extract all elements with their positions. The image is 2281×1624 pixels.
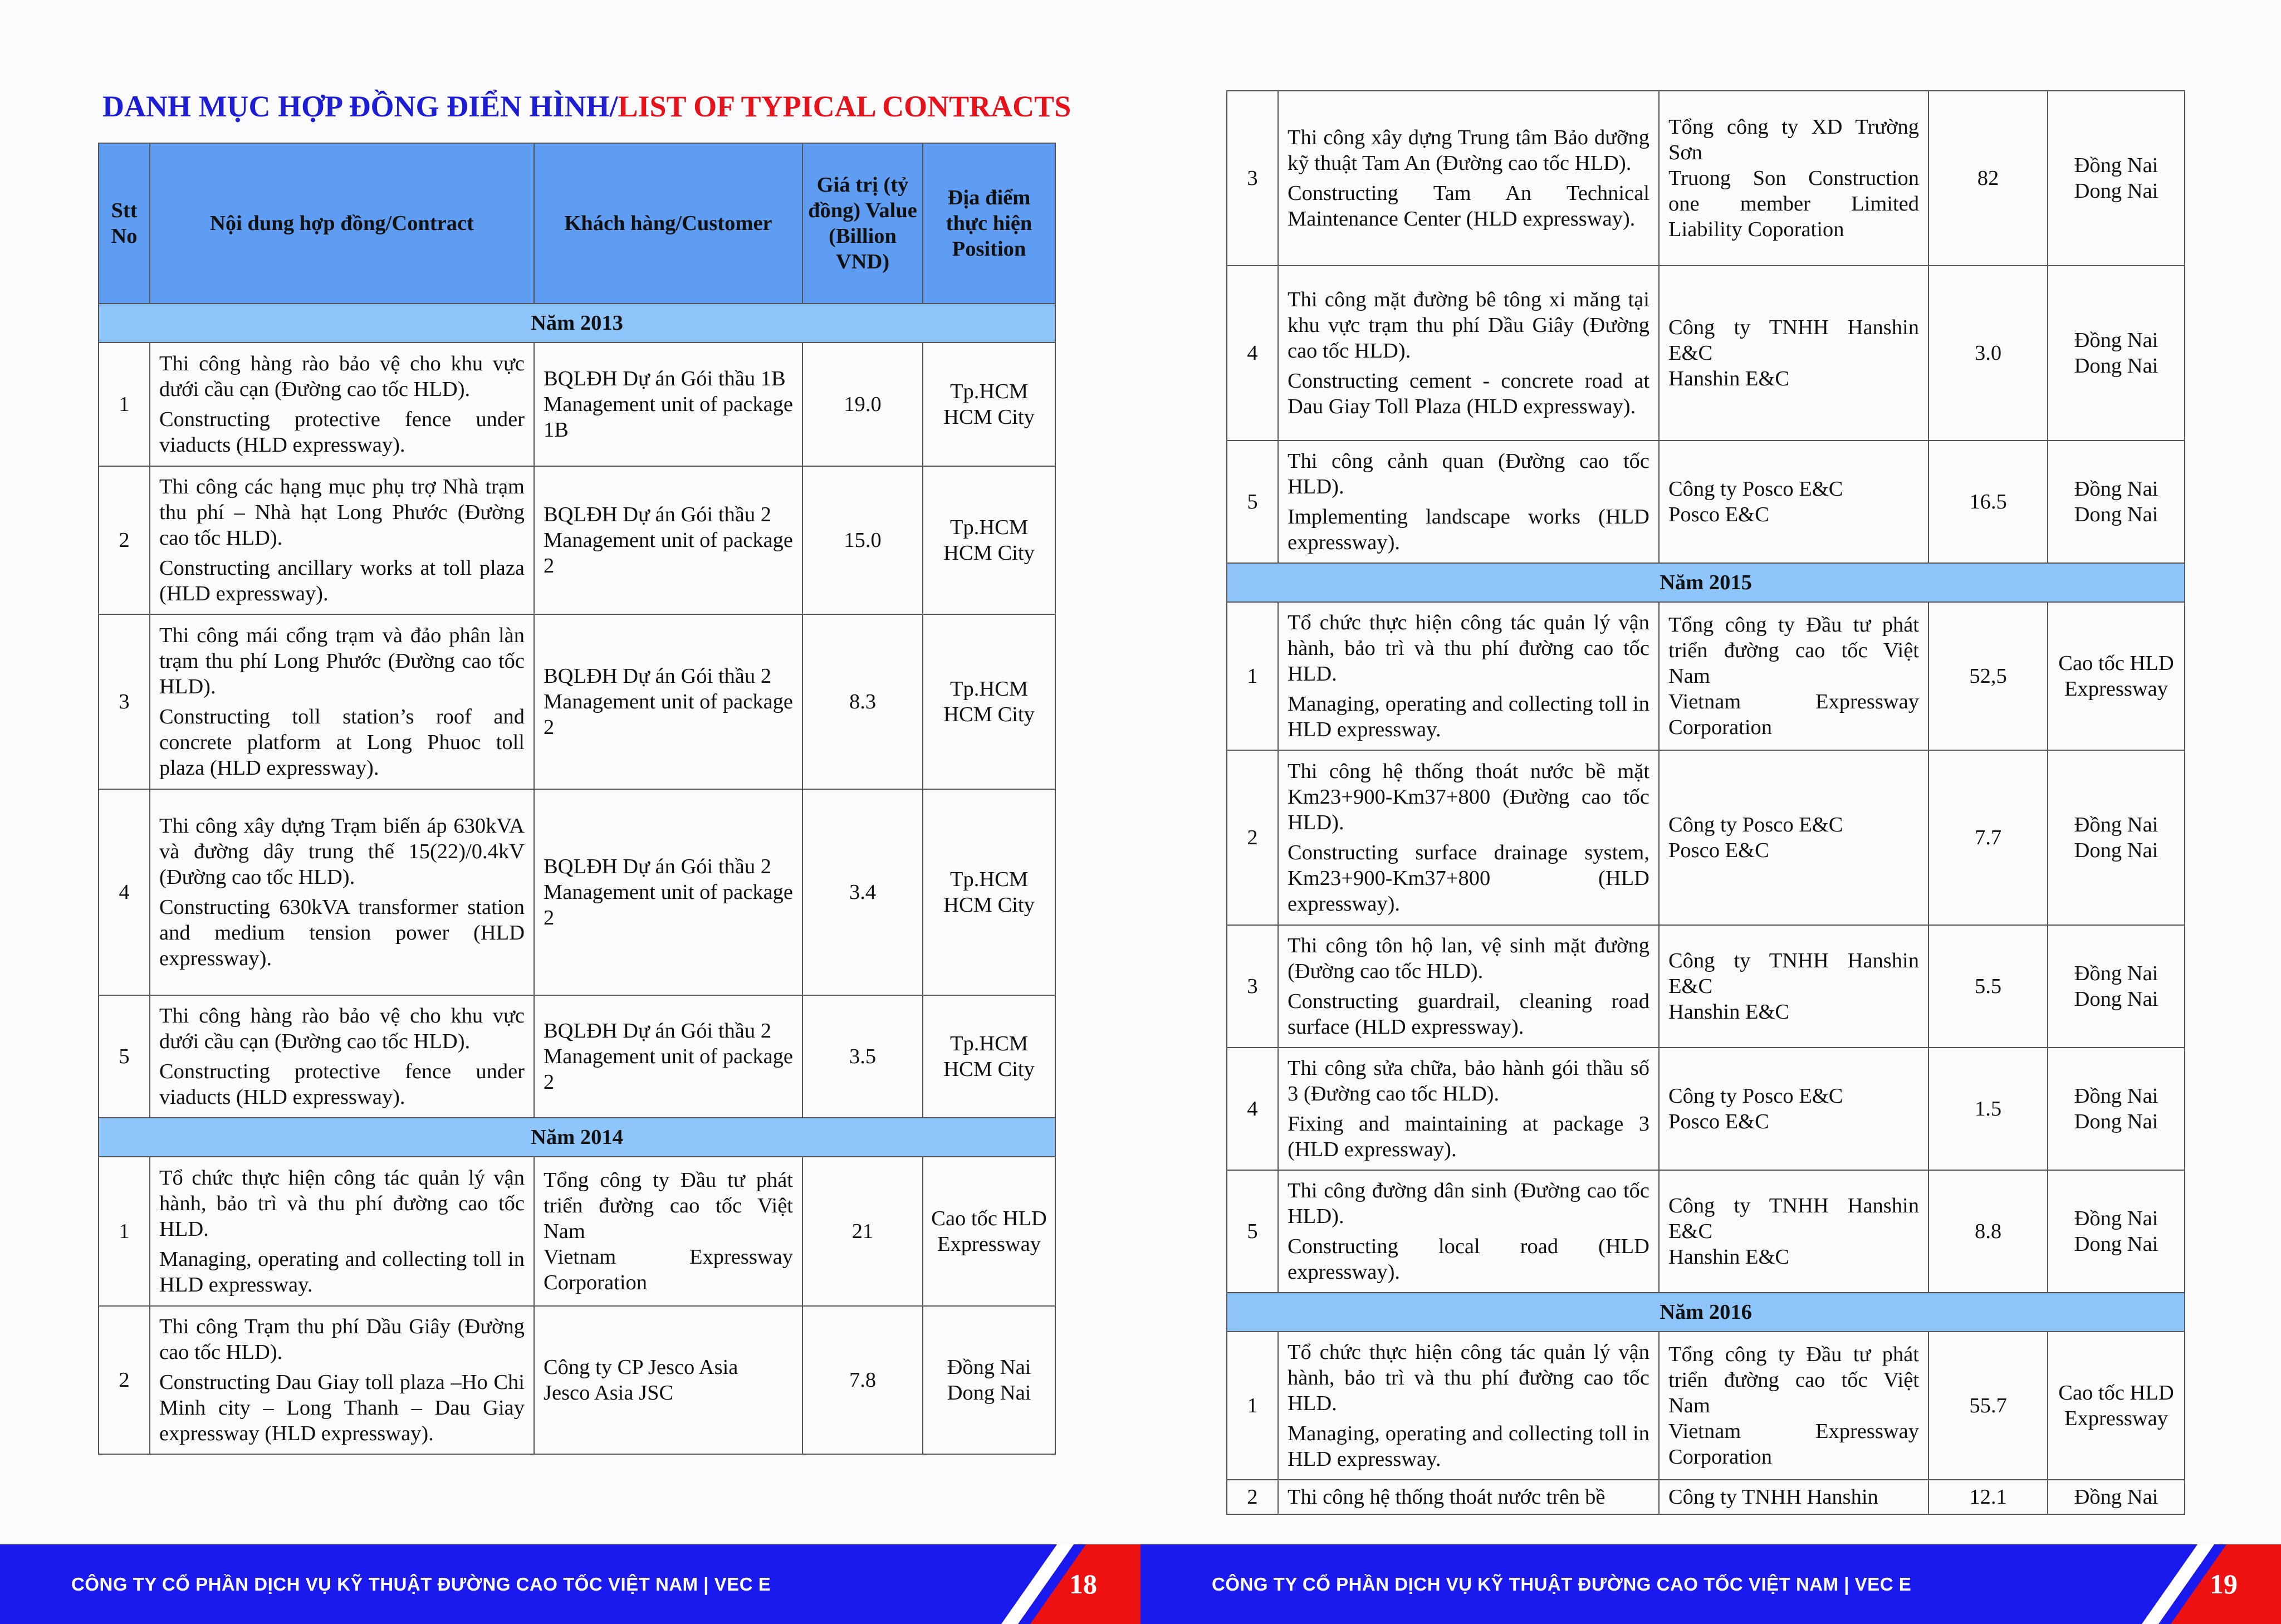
desc-en: Constructing guardrail, cleaning road surface (HLD expressway). bbox=[1288, 990, 1649, 1039]
pos-vn: Đồng Nai bbox=[2074, 154, 2158, 177]
pos-vn: Cao tốc HLD bbox=[931, 1207, 1047, 1230]
pos-en: HCM City bbox=[943, 893, 1035, 917]
table-row bbox=[1227, 1048, 2185, 1170]
year-label: Năm 2015 bbox=[1227, 563, 2185, 602]
row-value: 12.1 bbox=[1928, 1480, 2048, 1514]
header-customer: Khách hàng/Customer bbox=[534, 143, 802, 304]
row-customer bbox=[1659, 91, 1928, 266]
cust-vn: Công ty Posco E&C bbox=[1668, 477, 1843, 501]
row-stt: 2 bbox=[1227, 750, 1278, 925]
cust-en: Vietnam Expressway Corporation bbox=[1668, 690, 1919, 739]
table-row bbox=[99, 466, 1055, 614]
desc-vn: Thi công sửa chữa, bảo hành gói thầu số 3 (Đường cao tốc HLD). bbox=[1288, 1056, 1649, 1106]
desc-en: Managing, operating and collecting toll in HLD expressway. bbox=[159, 1248, 525, 1297]
pos-vn: Đồng Nai bbox=[2074, 329, 2158, 352]
header-stt: Stt No bbox=[99, 143, 150, 304]
cust-en: Management unit of package 2 bbox=[544, 881, 793, 930]
year-row bbox=[99, 304, 1055, 343]
cust-vn: Tổng công ty Đầu tư phát triển đường cao tốc Việt Nam bbox=[544, 1168, 793, 1243]
right-page bbox=[1140, 0, 2281, 1624]
row-description bbox=[1278, 441, 1659, 563]
desc-en: Constructing protective fence under viaducts (HLD expressway). bbox=[159, 408, 525, 457]
row-description bbox=[150, 1157, 534, 1306]
cust-vn: Tổng công ty Đầu tư phát triển đường cao tốc Việt Nam bbox=[1668, 613, 1919, 688]
pos-vn: Đồng Nai bbox=[2074, 962, 2158, 985]
pos-vn: Đồng Nai bbox=[2074, 1084, 2158, 1108]
header-position: Địa điểm thực hiện Position bbox=[923, 143, 1055, 304]
table-row bbox=[99, 1306, 1055, 1454]
row-position bbox=[923, 789, 1055, 995]
contracts-table-left bbox=[98, 143, 1056, 1455]
row-value: 3.0 bbox=[1928, 266, 2048, 441]
title-vn: DANH MỤC HỢP ĐỒNG ĐIỂN HÌNH/ bbox=[102, 90, 618, 123]
pos-en: Expressway bbox=[937, 1232, 1041, 1256]
row-stt: 5 bbox=[99, 995, 150, 1118]
row-description bbox=[1278, 1332, 1659, 1480]
row-stt: 2 bbox=[99, 1306, 150, 1454]
row-customer bbox=[1659, 441, 1928, 563]
page-title bbox=[102, 89, 1071, 124]
row-value: 19.0 bbox=[802, 343, 923, 466]
row-stt: 1 bbox=[1227, 1332, 1278, 1480]
desc-en: Constructing Dau Giay toll plaza –Ho Chi Minh city – Long Thanh – Dau Giay expressway (HLD expressway). bbox=[159, 1371, 525, 1445]
pos-vn: Tp.HCM bbox=[949, 1032, 1029, 1055]
pos-en: Dong Nai bbox=[2074, 987, 2158, 1011]
cust-vn: Công ty TNHH Hanshin E&C bbox=[1668, 1194, 1919, 1243]
left-page bbox=[0, 0, 1140, 1624]
row-position bbox=[2048, 1048, 2185, 1170]
table-row bbox=[1227, 1170, 2185, 1293]
row-position bbox=[2048, 602, 2185, 750]
row-value: 7.7 bbox=[1928, 750, 2048, 925]
row-stt: 3 bbox=[99, 614, 150, 789]
row-position bbox=[923, 343, 1055, 466]
row-value: 55.7 bbox=[1928, 1332, 2048, 1480]
cust-vn: Công ty TNHH Hanshin bbox=[1668, 1485, 1878, 1509]
cust-vn: BQLĐH Dự án Gói thầu 2 bbox=[544, 1019, 772, 1043]
pos-en: HCM City bbox=[943, 1058, 1035, 1081]
page-number: 19 bbox=[2210, 1568, 2238, 1599]
row-customer bbox=[1659, 266, 1928, 441]
table-row bbox=[99, 343, 1055, 466]
footer-bar-left bbox=[0, 1544, 1140, 1624]
row-stt: 3 bbox=[1227, 925, 1278, 1048]
row-description bbox=[1278, 750, 1659, 925]
row-position bbox=[2048, 750, 2185, 925]
cust-en: Vietnam Expressway Corporation bbox=[544, 1245, 793, 1294]
pos-en: HCM City bbox=[943, 405, 1035, 429]
table-row bbox=[1227, 750, 2185, 925]
row-position bbox=[923, 1306, 1055, 1454]
cust-vn: Công ty Posco E&C bbox=[1668, 813, 1843, 837]
desc-en: Constructing cement - concrete road at Dau Giay Toll Plaza (HLD expressway). bbox=[1288, 369, 1649, 418]
header-content: Nội dung hợp đồng/Contract bbox=[150, 143, 534, 304]
row-stt: 2 bbox=[99, 466, 150, 614]
row-customer bbox=[534, 995, 802, 1118]
desc-en: Constructing protective fence under viaducts (HLD expressway). bbox=[159, 1060, 525, 1109]
row-value: 82 bbox=[1928, 91, 2048, 266]
pos-en: Dong Nai bbox=[2074, 503, 2158, 526]
page-number: 18 bbox=[1069, 1568, 1097, 1599]
row-value: 16.5 bbox=[1928, 441, 2048, 563]
desc-vn: Thi công các hạng mục phụ trợ Nhà trạm thu phí – Nhà hạt Long Phước (Đường cao tốc HLD). bbox=[159, 475, 525, 550]
desc-vn: Tổ chức thực hiện công tác quản lý vận hành, bảo trì và thu phí đường cao tốc HLD. bbox=[1288, 1341, 1649, 1415]
row-stt: 4 bbox=[1227, 1048, 1278, 1170]
desc-en: Managing, operating and collecting toll in HLD expressway. bbox=[1288, 1422, 1649, 1471]
year-row bbox=[1227, 563, 2185, 602]
pos-en: Dong Nai bbox=[947, 1381, 1031, 1405]
row-description bbox=[150, 789, 534, 995]
row-stt: 1 bbox=[99, 1157, 150, 1306]
row-value: 7.8 bbox=[802, 1306, 923, 1454]
cust-vn: Công ty TNHH Hanshin E&C bbox=[1668, 949, 1919, 998]
pos-vn: Đồng Nai bbox=[947, 1356, 1031, 1379]
row-value: 52,5 bbox=[1928, 602, 2048, 750]
row-position bbox=[923, 1157, 1055, 1306]
table-row bbox=[1227, 1480, 2185, 1514]
pos-vn: Cao tốc HLD bbox=[2058, 1381, 2174, 1405]
cust-en: Posco E&C bbox=[1668, 839, 1769, 862]
year-row bbox=[99, 1118, 1055, 1157]
row-position bbox=[2048, 925, 2185, 1048]
cust-en: Posco E&C bbox=[1668, 503, 1769, 526]
table-row bbox=[1227, 441, 2185, 563]
desc-vn: Tổ chức thực hiện công tác quản lý vận hành, bảo trì và thu phí đường cao tốc HLD. bbox=[1288, 611, 1649, 686]
row-position bbox=[923, 466, 1055, 614]
row-value: 21 bbox=[802, 1157, 923, 1306]
pos-en: Expressway bbox=[2064, 1407, 2169, 1430]
pos-vn: Đồng Nai bbox=[2074, 813, 2158, 837]
cust-en: Hanshin E&C bbox=[1668, 1000, 1790, 1024]
row-customer bbox=[534, 466, 802, 614]
desc-en: Implementing landscape works (HLD expressway). bbox=[1288, 505, 1649, 554]
pos-en: Dong Nai bbox=[2074, 1232, 2158, 1256]
row-value: 3.5 bbox=[802, 995, 923, 1118]
table-row bbox=[1227, 602, 2185, 750]
table-row bbox=[99, 789, 1055, 995]
desc-vn: Thi công hệ thống thoát nước trên bề bbox=[1288, 1485, 1605, 1509]
pos-vn: Tp.HCM bbox=[949, 677, 1029, 701]
cust-en: Management unit of package 2 bbox=[544, 1045, 793, 1094]
table-row bbox=[99, 1157, 1055, 1306]
row-value: 8.8 bbox=[1928, 1170, 2048, 1293]
cust-vn: Công ty Posco E&C bbox=[1668, 1084, 1843, 1108]
row-position bbox=[2048, 441, 2185, 563]
year-label: Năm 2013 bbox=[99, 304, 1055, 343]
row-description bbox=[150, 343, 534, 466]
pos-vn: Tp.HCM bbox=[949, 516, 1029, 539]
row-customer bbox=[534, 343, 802, 466]
pos-en: Dong Nai bbox=[2074, 179, 2158, 203]
desc-en: Constructing 630kVA transformer station and medium tension power (HLD expressway). bbox=[159, 896, 525, 970]
desc-vn: Thi công tôn hộ lan, vệ sinh mặt đường (Đường cao tốc HLD). bbox=[1288, 934, 1649, 983]
row-description bbox=[150, 1306, 534, 1454]
row-value: 8.3 bbox=[802, 614, 923, 789]
row-position bbox=[2048, 266, 2185, 441]
desc-vn: Thi công xây dựng Trạm biến áp 630kVA và đường dây trung thế 15(22)/0.4kV (Đường cao tốc HLD). bbox=[159, 814, 525, 889]
row-value: 1.5 bbox=[1928, 1048, 2048, 1170]
pos-vn: Đồng Nai bbox=[2074, 1207, 2158, 1230]
row-description bbox=[1278, 602, 1659, 750]
footer-bar-right bbox=[1140, 1544, 2281, 1624]
desc-en: Constructing local road (HLD expressway). bbox=[1288, 1235, 1649, 1284]
desc-vn: Thi công hệ thống thoát nước bề mặt Km23+900-Km37+800 (Đường cao tốc HLD). bbox=[1288, 760, 1649, 834]
pos-en: Expressway bbox=[2064, 677, 2169, 701]
cust-en: Management unit of package 2 bbox=[544, 690, 793, 739]
desc-en: Constructing surface drainage system, Km23+900-Km37+800 (HLD expressway). bbox=[1288, 841, 1649, 916]
pos-en: HCM City bbox=[943, 541, 1035, 565]
year-label: Năm 2016 bbox=[1227, 1293, 2185, 1332]
pos-vn: Cao tốc HLD bbox=[2058, 652, 2174, 675]
row-description bbox=[1278, 91, 1659, 266]
table-row bbox=[1227, 925, 2185, 1048]
cust-en: Hanshin E&C bbox=[1668, 1245, 1790, 1269]
row-customer bbox=[534, 1306, 802, 1454]
row-position bbox=[2048, 1170, 2185, 1293]
cust-en: Hanshin E&C bbox=[1668, 367, 1790, 390]
title-en: LIST OF TYPICAL CONTRACTS bbox=[618, 90, 1071, 123]
row-customer bbox=[534, 789, 802, 995]
cust-vn: Công ty CP Jesco Asia bbox=[544, 1356, 738, 1379]
year-row bbox=[1227, 1293, 2185, 1332]
row-stt: 4 bbox=[99, 789, 150, 995]
desc-vn: Thi công Trạm thu phí Dầu Giây (Đường cao tốc HLD). bbox=[159, 1315, 525, 1364]
pos-vn: Tp.HCM bbox=[949, 868, 1029, 891]
desc-en: Fixing and maintaining at package 3 (HLD expressway). bbox=[1288, 1112, 1649, 1161]
row-stt: 5 bbox=[1227, 1170, 1278, 1293]
year-label: Năm 2014 bbox=[99, 1118, 1055, 1157]
cust-en: Jesco Asia JSC bbox=[544, 1381, 674, 1405]
row-customer bbox=[534, 1157, 802, 1306]
row-description bbox=[1278, 1170, 1659, 1293]
contracts-table-right bbox=[1226, 90, 2185, 1515]
pos-vn: Tp.HCM bbox=[949, 380, 1029, 403]
row-customer bbox=[1659, 1170, 1928, 1293]
desc-en: Constructing toll station’s roof and concrete platform at Long Phuoc toll plaza (HLD expressway). bbox=[159, 705, 525, 780]
table-header-row bbox=[99, 143, 1055, 304]
row-stt: 1 bbox=[99, 343, 150, 466]
row-stt: 5 bbox=[1227, 441, 1278, 563]
row-description bbox=[1278, 266, 1659, 441]
cust-vn: Tổng công ty XD Trường Sơn bbox=[1668, 115, 1919, 164]
footer-company: CÔNG TY CỔ PHẦN DỊCH VỤ KỸ THUẬT ĐƯỜNG CAO TỐC VIỆT NAM | VEC E bbox=[71, 1574, 771, 1594]
desc-en: Managing, operating and collecting toll in HLD expressway. bbox=[1288, 692, 1649, 741]
row-value: 5.5 bbox=[1928, 925, 2048, 1048]
row-description bbox=[150, 614, 534, 789]
cust-vn: BQLĐH Dự án Gói thầu 2 bbox=[544, 503, 772, 526]
pos-en: HCM City bbox=[943, 703, 1035, 726]
desc-vn: Thi công mái cổng trạm và đảo phân làn trạm thu phí Long Phước (Đường cao tốc HLD). bbox=[159, 624, 525, 698]
row-value: 15.0 bbox=[802, 466, 923, 614]
table-row bbox=[1227, 1332, 2185, 1480]
row-customer bbox=[1659, 1332, 1928, 1480]
row-description bbox=[1278, 1480, 1659, 1514]
row-description bbox=[1278, 1048, 1659, 1170]
cust-en: Truong Son Construction one member Limited Liability Coporation bbox=[1668, 167, 1919, 241]
row-stt: 3 bbox=[1227, 91, 1278, 266]
cust-en: Posco E&C bbox=[1668, 1110, 1769, 1133]
cust-en: Management unit of package 1B bbox=[544, 393, 793, 442]
desc-en: Constructing Tam An Technical Maintenance Center (HLD expressway). bbox=[1288, 182, 1649, 231]
pos-vn: Đồng Nai bbox=[2074, 1485, 2158, 1509]
row-position bbox=[2048, 1332, 2185, 1480]
table-row bbox=[1227, 91, 2185, 266]
row-position bbox=[923, 614, 1055, 789]
cust-en: Management unit of package 2 bbox=[544, 529, 793, 578]
row-description bbox=[1278, 925, 1659, 1048]
row-customer bbox=[1659, 750, 1928, 925]
table-row bbox=[99, 614, 1055, 789]
cust-vn: BQLĐH Dự án Gói thầu 1B bbox=[544, 367, 786, 390]
row-description bbox=[150, 466, 534, 614]
desc-vn: Thi công hàng rào bảo vệ cho khu vực dưới cầu cạn (Đường cao tốc HLD). bbox=[159, 1004, 525, 1053]
row-customer bbox=[1659, 1048, 1928, 1170]
row-customer bbox=[1659, 1480, 1928, 1514]
desc-vn: Thi công hàng rào bảo vệ cho khu vực dưới cầu cạn (Đường cao tốc HLD). bbox=[159, 352, 525, 401]
desc-vn: Thi công đường dân sinh (Đường cao tốc HLD). bbox=[1288, 1179, 1649, 1228]
row-description bbox=[150, 995, 534, 1118]
row-stt: 4 bbox=[1227, 266, 1278, 441]
footer-company: CÔNG TY CỔ PHẦN DỊCH VỤ KỸ THUẬT ĐƯỜNG CAO TỐC VIỆT NAM | VEC E bbox=[1212, 1574, 1912, 1594]
pos-vn: Đồng Nai bbox=[2074, 477, 2158, 501]
row-position bbox=[2048, 91, 2185, 266]
row-customer bbox=[1659, 925, 1928, 1048]
desc-vn: Thi công xây dựng Trung tâm Bảo dưỡng kỹ thuật Tam An (Đường cao tốc HLD). bbox=[1288, 126, 1649, 175]
pos-en: Dong Nai bbox=[2074, 1110, 2158, 1133]
table-row bbox=[1227, 266, 2185, 441]
cust-vn: Tổng công ty Đầu tư phát triển đường cao tốc Việt Nam bbox=[1668, 1343, 1919, 1417]
row-customer bbox=[534, 614, 802, 789]
row-stt: 2 bbox=[1227, 1480, 1278, 1514]
row-value: 3.4 bbox=[802, 789, 923, 995]
cust-vn: BQLĐH Dự án Gói thầu 2 bbox=[544, 855, 772, 878]
header-value: Giá trị (tỷ đồng) Value (Billion VND) bbox=[802, 143, 923, 304]
cust-vn: BQLĐH Dự án Gói thầu 2 bbox=[544, 664, 772, 688]
row-position bbox=[923, 995, 1055, 1118]
pos-en: Dong Nai bbox=[2074, 354, 2158, 378]
row-stt: 1 bbox=[1227, 602, 1278, 750]
pos-en: Dong Nai bbox=[2074, 839, 2158, 862]
desc-en: Constructing ancillary works at toll plaza (HLD expressway). bbox=[159, 556, 525, 605]
row-customer bbox=[1659, 602, 1928, 750]
desc-vn: Tổ chức thực hiện công tác quản lý vận hành, bảo trì và thu phí đường cao tốc HLD. bbox=[159, 1166, 525, 1241]
cust-en: Vietnam Expressway Corporation bbox=[1668, 1420, 1919, 1469]
table-row bbox=[99, 995, 1055, 1118]
desc-vn: Thi công mặt đường bê tông xi măng tại khu vực trạm thu phí Dầu Giây (Đường cao tốc HLD). bbox=[1288, 288, 1649, 363]
desc-vn: Thi công cảnh quan (Đường cao tốc HLD). bbox=[1288, 449, 1649, 498]
row-position bbox=[2048, 1480, 2185, 1514]
cust-vn: Công ty TNHH Hanshin E&C bbox=[1668, 316, 1919, 365]
